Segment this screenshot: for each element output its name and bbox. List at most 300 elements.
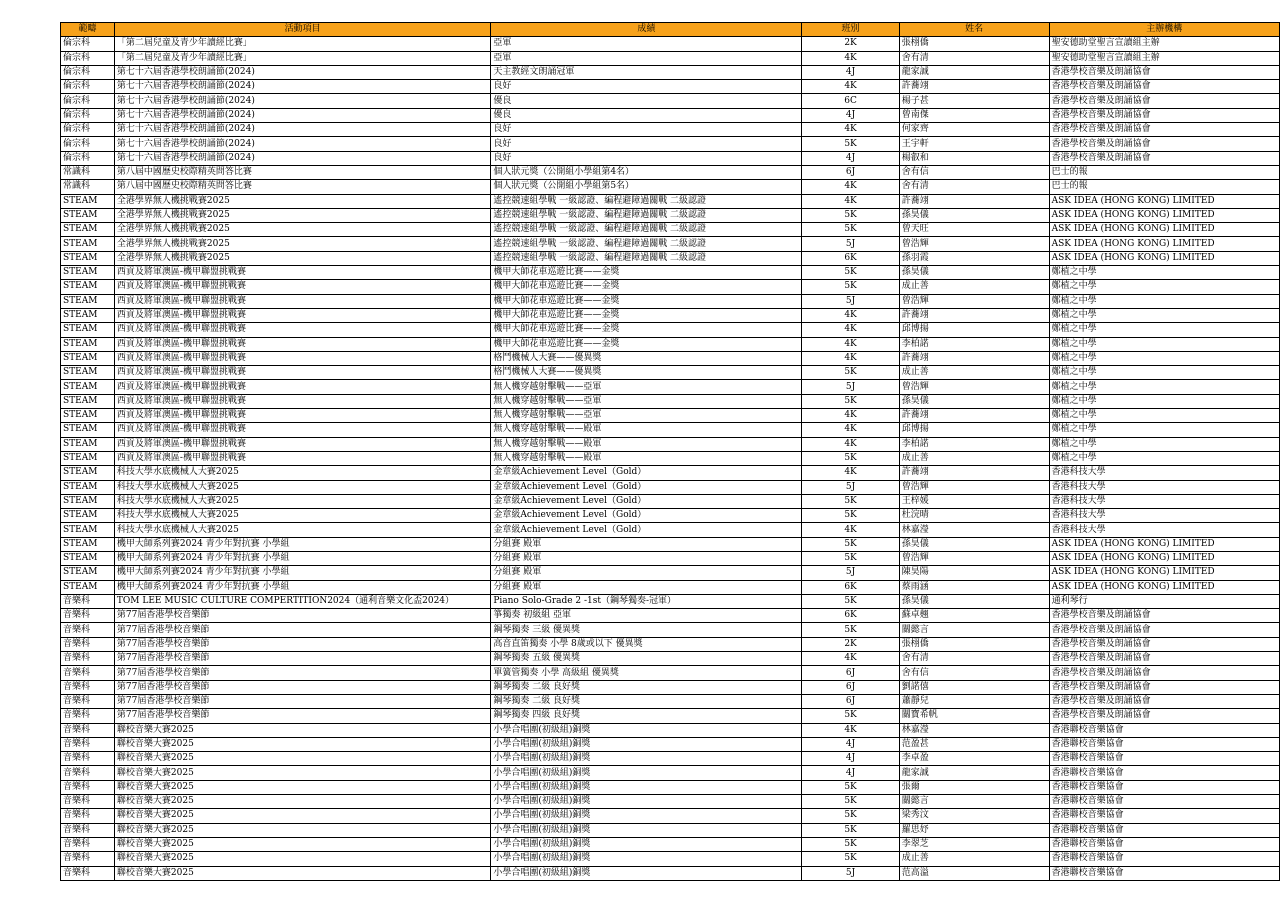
cell-category: STEAM	[61, 409, 115, 423]
cell-class: 5K	[802, 137, 899, 151]
cell-category: STEAM	[61, 494, 115, 508]
cell-class: 5K	[802, 780, 899, 794]
cell-category: 倫宗科	[61, 123, 115, 137]
table-row	[61, 194, 1280, 208]
cell-activity: 「第二屆兒童及青少年讀經比賽」	[114, 37, 490, 51]
cell-class: 4J	[802, 108, 899, 122]
cell-organizer: 鄭植之中學	[1049, 308, 1279, 322]
table-row	[61, 737, 1280, 751]
cell-category: 音樂科	[61, 652, 115, 666]
cell-category: STEAM	[61, 208, 115, 222]
table-row	[61, 852, 1280, 866]
cell-result: 小學合唱團(初級組)銅獎	[491, 723, 802, 737]
cell-organizer: 香港聯校音樂協會	[1049, 852, 1279, 866]
cell-activity: 第77屆香港學校音樂節	[114, 637, 490, 651]
cell-organizer: 香港學校音樂及朗誦協會	[1049, 709, 1279, 723]
cell-activity: 「第二屆兒童及青少年讀經比賽」	[114, 51, 490, 65]
cell-result: 小學合唱團(初級組)銅獎	[491, 752, 802, 766]
cell-class: 5K	[802, 709, 899, 723]
cell-activity: 聯校音樂大賽2025	[114, 795, 490, 809]
cell-category: 音樂科	[61, 837, 115, 851]
cell-organizer: ASK IDEA (HONG KONG) LIMITED	[1049, 208, 1279, 222]
table-row	[61, 866, 1280, 880]
cell-activity: 第77屆香港學校音樂節	[114, 652, 490, 666]
cell-class: 4K	[802, 523, 899, 537]
cell-class: 5K	[802, 823, 899, 837]
cell-class: 4K	[802, 723, 899, 737]
table-row	[61, 266, 1280, 280]
cell-name: 曾浩輝	[899, 237, 1049, 251]
cell-result: 機甲大師花車巡遊比賽——金獎	[491, 266, 802, 280]
cell-organizer: ASK IDEA (HONG KONG) LIMITED	[1049, 566, 1279, 580]
cell-activity: 西貢及將軍澳區-機甲聯盟挑戰賽	[114, 308, 490, 322]
cell-name: 楊叡和	[899, 151, 1049, 165]
cell-result: 遙控競速組學戰 一級認證、編程避障過關戰 二級認證	[491, 223, 802, 237]
cell-category: 倫宗科	[61, 137, 115, 151]
cell-organizer: 鄭植之中學	[1049, 351, 1279, 365]
cell-category: 音樂科	[61, 594, 115, 608]
cell-category: 倫宗科	[61, 80, 115, 94]
cell-activity: 機甲大師系列賽2024 青少年對抗賽 小學組	[114, 580, 490, 594]
cell-category: 音樂科	[61, 623, 115, 637]
cell-category: 音樂科	[61, 852, 115, 866]
cell-activity: 聯校音樂大賽2025	[114, 780, 490, 794]
cell-activity: 全港學界無人機挑戰賽2025	[114, 194, 490, 208]
cell-category: STEAM	[61, 351, 115, 365]
cell-activity: 第77屆香港學校音樂節	[114, 666, 490, 680]
cell-name: 曾天旺	[899, 223, 1049, 237]
cell-activity: 第七十六屆香港學校朗誦節(2024)	[114, 65, 490, 79]
table-row	[61, 208, 1280, 222]
cell-result: 格鬥機械人大賽——優異獎	[491, 351, 802, 365]
cell-name: 孫昊儀	[899, 594, 1049, 608]
cell-organizer: 香港學校音樂及朗誦協會	[1049, 637, 1279, 651]
cell-result: 機甲大師花車巡遊比賽——金獎	[491, 294, 802, 308]
table-row	[61, 65, 1280, 79]
cell-class: 4K	[802, 351, 899, 365]
cell-activity: 西貢及將軍澳區-機甲聯盟挑戰賽	[114, 366, 490, 380]
cell-category: 音樂科	[61, 866, 115, 880]
cell-category: 倫宗科	[61, 65, 115, 79]
cell-activity: 西貢及將軍澳區-機甲聯盟挑戰賽	[114, 280, 490, 294]
table-row	[61, 80, 1280, 94]
cell-result: 小學合唱團(初級組)銅獎	[491, 809, 802, 823]
table-row	[61, 566, 1280, 580]
cell-class: 5J	[802, 294, 899, 308]
cell-result: 金章級Achievement Level（Gold）	[491, 523, 802, 537]
cell-activity: 西貢及將軍澳區-機甲聯盟挑戰賽	[114, 451, 490, 465]
cell-activity: 第七十六屆香港學校朗誦節(2024)	[114, 94, 490, 108]
cell-organizer: 鄭植之中學	[1049, 451, 1279, 465]
cell-result: 格鬥機械人大賽——優異獎	[491, 366, 802, 380]
cell-class: 4K	[802, 437, 899, 451]
cell-activity: 第七十六屆香港學校朗誦節(2024)	[114, 137, 490, 151]
cell-result: 亞軍	[491, 51, 802, 65]
cell-category: STEAM	[61, 423, 115, 437]
cell-result: 無人機穿越射擊戰——殿軍	[491, 451, 802, 465]
cell-result: 機甲大師花車巡遊比賽——金獎	[491, 280, 802, 294]
cell-category: STEAM	[61, 523, 115, 537]
cell-activity: 西貢及將軍澳區-機甲聯盟挑戰賽	[114, 294, 490, 308]
cell-activity: 第七十六屆香港學校朗誦節(2024)	[114, 151, 490, 165]
table-row	[61, 51, 1280, 65]
cell-name: 邱博揚	[899, 423, 1049, 437]
cell-result: 小學合唱團(初級組)銅獎	[491, 866, 802, 880]
table-row	[61, 480, 1280, 494]
table-row	[61, 823, 1280, 837]
table-row	[61, 37, 1280, 51]
cell-activity: 機甲大師系列賽2024 青少年對抗賽 小學組	[114, 537, 490, 551]
table-row	[61, 380, 1280, 394]
cell-name: 林嘉瀅	[899, 523, 1049, 537]
cell-name: 龍家誠	[899, 65, 1049, 79]
cell-organizer: 鄭植之中學	[1049, 366, 1279, 380]
cell-category: STEAM	[61, 437, 115, 451]
cell-name: 何家齊	[899, 123, 1049, 137]
cell-class: 6K	[802, 580, 899, 594]
cell-category: STEAM	[61, 451, 115, 465]
table-row	[61, 451, 1280, 465]
table-row	[61, 637, 1280, 651]
cell-organizer: 香港學校音樂及朗誦協會	[1049, 94, 1279, 108]
cell-organizer: 巴士的報	[1049, 165, 1279, 179]
cell-activity: 西貢及將軍澳區-機甲聯盟挑戰賽	[114, 437, 490, 451]
cell-name: 許蕎翊	[899, 80, 1049, 94]
cell-result: 無人機穿越射擊戰——殿軍	[491, 437, 802, 451]
cell-result: 箏獨奏 初級組 亞軍	[491, 609, 802, 623]
cell-result: 良好	[491, 123, 802, 137]
cell-activity: 第八屆中國歷史校際精英問答比賽	[114, 180, 490, 194]
cell-class: 5K	[802, 509, 899, 523]
table-row	[61, 551, 1280, 565]
cell-category: STEAM	[61, 294, 115, 308]
cell-activity: 聯校音樂大賽2025	[114, 866, 490, 880]
cell-activity: 西貢及將軍澳區-機甲聯盟挑戰賽	[114, 380, 490, 394]
cell-category: 音樂科	[61, 766, 115, 780]
cell-organizer: ASK IDEA (HONG KONG) LIMITED	[1049, 251, 1279, 265]
cell-result: 無人機穿越射擊戰——亞軍	[491, 409, 802, 423]
cell-name: 張栩僑	[899, 637, 1049, 651]
cell-organizer: 鄭植之中學	[1049, 280, 1279, 294]
cell-class: 5J	[802, 237, 899, 251]
cell-class: 5K	[802, 551, 899, 565]
cell-class: 6C	[802, 94, 899, 108]
cell-organizer: 香港學校音樂及朗誦協會	[1049, 80, 1279, 94]
cell-category: STEAM	[61, 308, 115, 322]
cell-result: 小學合唱團(初級組)銅獎	[491, 837, 802, 851]
cell-name: 孫昊儀	[899, 394, 1049, 408]
cell-name: 李卓盈	[899, 752, 1049, 766]
table-row	[61, 609, 1280, 623]
cell-name: 關懿言	[899, 795, 1049, 809]
cell-activity: 聯校音樂大賽2025	[114, 809, 490, 823]
cell-result: 分組賽 殿軍	[491, 566, 802, 580]
cell-class: 5K	[802, 594, 899, 608]
table-row	[61, 337, 1280, 351]
cell-activity: 第77屆香港學校音樂節	[114, 709, 490, 723]
cell-name: 曾浩輝	[899, 380, 1049, 394]
cell-result: 個人狀元獎（公開組小學組第4名）	[491, 165, 802, 179]
cell-name: 曾浩輝	[899, 551, 1049, 565]
cell-name: 孫昊儀	[899, 266, 1049, 280]
cell-name: 孫昊儀	[899, 537, 1049, 551]
cell-class: 6J	[802, 694, 899, 708]
cell-organizer: 鄭植之中學	[1049, 423, 1279, 437]
cell-name: 邱博揚	[899, 323, 1049, 337]
cell-name: 成止善	[899, 280, 1049, 294]
cell-class: 6J	[802, 165, 899, 179]
table-row	[61, 294, 1280, 308]
header-row	[61, 23, 1280, 37]
cell-class: 5K	[802, 223, 899, 237]
cell-result: 金章級Achievement Level（Gold）	[491, 509, 802, 523]
cell-class: 4J	[802, 151, 899, 165]
cell-organizer: 香港學校音樂及朗誦協會	[1049, 137, 1279, 151]
cell-organizer: 鄭植之中學	[1049, 394, 1279, 408]
cell-category: 音樂科	[61, 823, 115, 837]
cell-organizer: 香港科技大學	[1049, 480, 1279, 494]
table-body	[61, 37, 1280, 881]
cell-category: STEAM	[61, 480, 115, 494]
cell-class: 4K	[802, 194, 899, 208]
cell-class: 4J	[802, 737, 899, 751]
cell-result: 遙控競速組學戰 一級認證、編程避障過關戰 二級認證	[491, 251, 802, 265]
table-row	[61, 766, 1280, 780]
cell-name: 孫昊儀	[899, 208, 1049, 222]
cell-organizer: 香港學校音樂及朗誦協會	[1049, 694, 1279, 708]
cell-result: 良好	[491, 80, 802, 94]
cell-activity: 西貢及將軍澳區-機甲聯盟挑戰賽	[114, 323, 490, 337]
cell-result: 金章級Achievement Level（Gold）	[491, 466, 802, 480]
cell-class: 4K	[802, 123, 899, 137]
cell-organizer: ASK IDEA (HONG KONG) LIMITED	[1049, 223, 1279, 237]
cell-name: 李翠芝	[899, 837, 1049, 851]
cell-organizer: 香港學校音樂及朗誦協會	[1049, 623, 1279, 637]
cell-class: 5J	[802, 480, 899, 494]
cell-result: 無人機穿越射擊戰——亞軍	[491, 394, 802, 408]
cell-name: 曾浩輝	[899, 480, 1049, 494]
cell-activity: 聯校音樂大賽2025	[114, 737, 490, 751]
cell-activity: 科技大學水底機械人大賽2025	[114, 480, 490, 494]
cell-class: 6J	[802, 666, 899, 680]
cell-organizer: 香港聯校音樂協會	[1049, 780, 1279, 794]
cell-result: 小學合唱團(初級組)銅獎	[491, 780, 802, 794]
cell-name: 舍有清	[899, 51, 1049, 65]
table-row	[61, 694, 1280, 708]
cell-class: 5K	[802, 280, 899, 294]
cell-category: 倫宗科	[61, 94, 115, 108]
header-category: 範疇	[61, 23, 115, 37]
cell-activity: 機甲大師系列賽2024 青少年對抗賽 小學組	[114, 551, 490, 565]
cell-activity: 聯校音樂大賽2025	[114, 823, 490, 837]
cell-name: 成止善	[899, 852, 1049, 866]
cell-class: 2K	[802, 637, 899, 651]
cell-name: 舍有清	[899, 652, 1049, 666]
header-class: 班別	[802, 23, 899, 37]
cell-category: 倫宗科	[61, 108, 115, 122]
cell-organizer: 鄭植之中學	[1049, 437, 1279, 451]
cell-organizer: 香港學校音樂及朗誦協會	[1049, 652, 1279, 666]
cell-organizer: 聖安德助堂聖言宣讀組主辦	[1049, 37, 1279, 51]
table-row	[61, 723, 1280, 737]
cell-activity: 第七十六屆香港學校朗誦節(2024)	[114, 123, 490, 137]
cell-name: 許蕎翊	[899, 351, 1049, 365]
cell-name: 蘇卓翹	[899, 609, 1049, 623]
cell-organizer: 香港聯校音樂協會	[1049, 837, 1279, 851]
table-row	[61, 223, 1280, 237]
table-row	[61, 251, 1280, 265]
cell-name: 梁秀汶	[899, 809, 1049, 823]
cell-name: 王梓媛	[899, 494, 1049, 508]
cell-organizer: 鄭植之中學	[1049, 294, 1279, 308]
cell-result: 鋼琴獨奏 五級 優異獎	[491, 652, 802, 666]
table-row	[61, 709, 1280, 723]
cell-name: 李柏諾	[899, 337, 1049, 351]
cell-category: STEAM	[61, 251, 115, 265]
table-row	[61, 151, 1280, 165]
table-row	[61, 123, 1280, 137]
table-row	[61, 351, 1280, 365]
cell-name: 羅思妤	[899, 823, 1049, 837]
table-row	[61, 466, 1280, 480]
table-row	[61, 623, 1280, 637]
cell-result: 良好	[491, 137, 802, 151]
cell-class: 4K	[802, 51, 899, 65]
table-row	[61, 180, 1280, 194]
cell-class: 5K	[802, 366, 899, 380]
cell-class: 5K	[802, 837, 899, 851]
cell-result: 機甲大師花車巡遊比賽——金獎	[491, 323, 802, 337]
cell-class: 4J	[802, 766, 899, 780]
cell-class: 4K	[802, 466, 899, 480]
header-name: 姓名	[899, 23, 1049, 37]
table-row	[61, 323, 1280, 337]
cell-name: 張栩僑	[899, 37, 1049, 51]
cell-organizer: 香港學校音樂及朗誦協會	[1049, 609, 1279, 623]
cell-activity: 西貢及將軍澳區-機甲聯盟挑戰賽	[114, 266, 490, 280]
cell-activity: 聯校音樂大賽2025	[114, 752, 490, 766]
cell-organizer: 香港學校音樂及朗誦協會	[1049, 65, 1279, 79]
cell-activity: 全港學界無人機挑戰賽2025	[114, 223, 490, 237]
cell-organizer: 香港聯校音樂協會	[1049, 752, 1279, 766]
cell-result: 良好	[491, 151, 802, 165]
cell-organizer: ASK IDEA (HONG KONG) LIMITED	[1049, 551, 1279, 565]
cell-class: 5K	[802, 266, 899, 280]
cell-category: STEAM	[61, 237, 115, 251]
cell-result: 單簧管獨奏 小學 高級組 優異獎	[491, 666, 802, 680]
cell-category: STEAM	[61, 337, 115, 351]
cell-category: 音樂科	[61, 737, 115, 751]
cell-organizer: 香港學校音樂及朗誦協會	[1049, 151, 1279, 165]
table-row	[61, 795, 1280, 809]
cell-category: 音樂科	[61, 680, 115, 694]
cell-name: 關寶希帆	[899, 709, 1049, 723]
cell-activity: 第77屆香港學校音樂節	[114, 623, 490, 637]
cell-activity: 西貢及將軍澳區-機甲聯盟挑戰賽	[114, 423, 490, 437]
cell-result: 鋼琴獨奏 二級 良好獎	[491, 680, 802, 694]
cell-activity: 西貢及將軍澳區-機甲聯盟挑戰賽	[114, 337, 490, 351]
cell-organizer: 香港聯校音樂協會	[1049, 809, 1279, 823]
cell-name: 范高溢	[899, 866, 1049, 880]
cell-category: STEAM	[61, 394, 115, 408]
cell-class: 5K	[802, 623, 899, 637]
cell-organizer: 巴士的報	[1049, 180, 1279, 194]
cell-class: 5K	[802, 852, 899, 866]
table-row	[61, 680, 1280, 694]
cell-category: STEAM	[61, 223, 115, 237]
cell-activity: 全港學界無人機挑戰賽2025	[114, 208, 490, 222]
table-row	[61, 666, 1280, 680]
cell-name: 范盈甚	[899, 737, 1049, 751]
cell-class: 4K	[802, 652, 899, 666]
cell-name: 舍有信	[899, 165, 1049, 179]
cell-category: 常識科	[61, 180, 115, 194]
cell-organizer: 鄭植之中學	[1049, 380, 1279, 394]
cell-category: 常識科	[61, 165, 115, 179]
cell-result: 小學合唱團(初級組)銅獎	[491, 795, 802, 809]
cell-name: 舍有信	[899, 666, 1049, 680]
cell-activity: 第七十六屆香港學校朗誦節(2024)	[114, 80, 490, 94]
cell-name: 陳昊陽	[899, 566, 1049, 580]
cell-organizer: 香港科技大學	[1049, 523, 1279, 537]
cell-name: 劉諾僖	[899, 680, 1049, 694]
cell-result: 無人機穿越射擊戰——亞軍	[491, 380, 802, 394]
cell-category: STEAM	[61, 366, 115, 380]
table-row	[61, 237, 1280, 251]
cell-activity: 科技大學水底機械人大賽2025	[114, 494, 490, 508]
cell-organizer: 鄭植之中學	[1049, 266, 1279, 280]
cell-activity: 第77屆香港學校音樂節	[114, 680, 490, 694]
table-row	[61, 752, 1280, 766]
cell-class: 6K	[802, 609, 899, 623]
cell-class: 4K	[802, 180, 899, 194]
cell-name: 許蕎翊	[899, 409, 1049, 423]
cell-category: 音樂科	[61, 795, 115, 809]
cell-result: 分組賽 殿軍	[491, 551, 802, 565]
cell-organizer: ASK IDEA (HONG KONG) LIMITED	[1049, 194, 1279, 208]
cell-organizer: 香港科技大學	[1049, 494, 1279, 508]
cell-name: 孫羽霞	[899, 251, 1049, 265]
cell-result: 金章級Achievement Level（Gold）	[491, 480, 802, 494]
cell-activity: 全港學界無人機挑戰賽2025	[114, 237, 490, 251]
cell-activity: 科技大學水底機械人大賽2025	[114, 466, 490, 480]
cell-activity: 西貢及將軍澳區-機甲聯盟挑戰賽	[114, 409, 490, 423]
cell-result: 鋼琴獨奏 四級 良好獎	[491, 709, 802, 723]
cell-result: 優良	[491, 94, 802, 108]
cell-result: 分組賽 殿軍	[491, 580, 802, 594]
cell-name: 王宇軒	[899, 137, 1049, 151]
cell-category: 音樂科	[61, 694, 115, 708]
cell-class: 2K	[802, 37, 899, 51]
cell-category: 音樂科	[61, 752, 115, 766]
cell-organizer: 香港科技大學	[1049, 466, 1279, 480]
cell-result: 鋼琴獨奏 三級 優異獎	[491, 623, 802, 637]
table-row	[61, 580, 1280, 594]
cell-result: 小學合唱團(初級組)銅獎	[491, 823, 802, 837]
cell-category: 倫宗科	[61, 151, 115, 165]
cell-class: 5K	[802, 494, 899, 508]
cell-result: 小學合唱團(初級組)銅獎	[491, 737, 802, 751]
cell-result: 鋼琴獨奏 二級 良好獎	[491, 694, 802, 708]
cell-activity: 聯校音樂大賽2025	[114, 852, 490, 866]
cell-category: 音樂科	[61, 723, 115, 737]
cell-organizer: 香港聯校音樂協會	[1049, 795, 1279, 809]
table-row	[61, 537, 1280, 551]
cell-class: 5K	[802, 394, 899, 408]
cell-category: STEAM	[61, 551, 115, 565]
cell-class: 5K	[802, 795, 899, 809]
cell-activity: 西貢及將軍澳區-機甲聯盟挑戰賽	[114, 394, 490, 408]
